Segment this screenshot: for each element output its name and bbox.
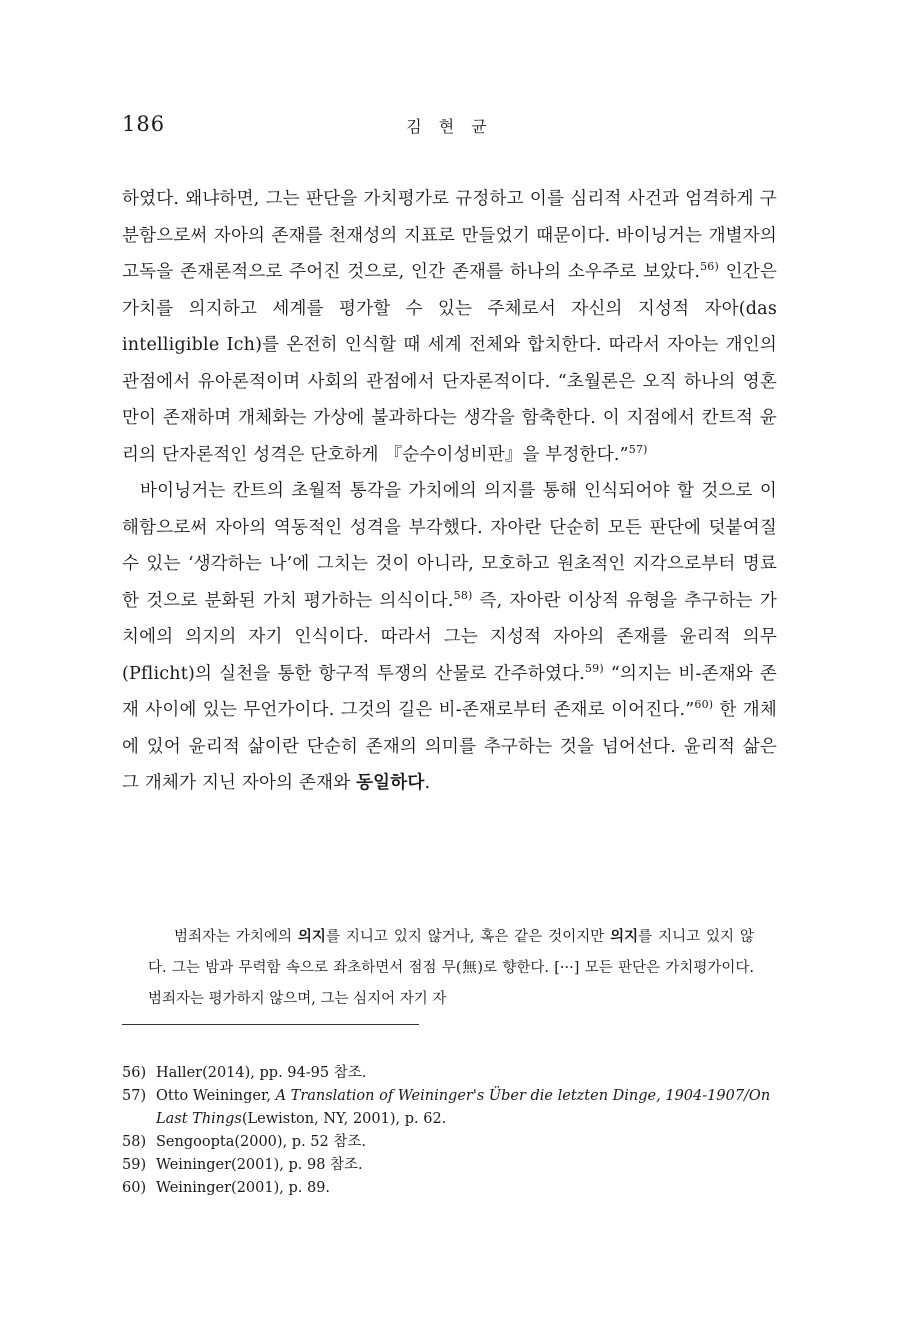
quote-text-b: 를 지니고 있지 않거나, 혹은 같은 것이지만 (325, 929, 611, 945)
footnote-ref-56: 56) (700, 260, 719, 274)
footnote-text-post: (Lewiston, NY, 2001), p. 62. (241, 1111, 447, 1127)
paragraph-1-text-a: 하였다. 왜냐하면, 그는 판단을 가치평가로 규정하고 이를 심리적 사건과 엄격하게 구분함으로써 자아의 존재를 천재성의 지표로 만들었기 때문이다. 바이닝거는 개별자의 고독을 존재론적으로 주어진 것으로, 인간 존재를 하나의 소우주로 보았다. (122, 189, 777, 282)
footnotes (122, 1062, 777, 1200)
footnote-56 (122, 1062, 777, 1085)
page-header (122, 112, 777, 142)
paragraph-2 (122, 473, 777, 802)
bold-emphasis: 동일하다 (356, 773, 425, 793)
footnote-number: 60) (122, 1180, 147, 1196)
quote-bold-1: 의지 (297, 929, 326, 945)
footnote-ref-57: 57) (628, 442, 648, 456)
footnote-57 (122, 1085, 777, 1131)
quote-text-c: 를 지니고 있지 않다. 그는 밤과 무력함 속으로 좌초하면서 점점 무(無)로 향한다. [···] 모든 판단은 가치평가이다. 범죄자는 평가하지 않으며, 그는 심지어 자기 자 (148, 929, 754, 1007)
paragraph-2-text-a: 바이닝거는 칸트의 초월적 통각을 가치에의 의지를 통해 인식되어야 할 것으로 이해함으로써 자아의 역동적인 성격을 부각했다. 자아란 단순히 모든 판단에 덧붙여질 수 있는 ‘생각하는 나’에 그치는 것이 아니라, 모호하고 원초적인 지각으로부터 명료한 것으로 분화된 가치 평가하는 의식이다. (122, 481, 777, 611)
paragraph-2-text-b: 즉, 자아란 이상적 유형을 추구하는 가치에의 의지의 자기 인식이다. 따라서 그는 지성적 자아의 존재를 윤리적 의무(Pflicht)의 실천을 통한 항구적 투쟁의 산물로 간주하였다. (122, 590, 777, 684)
quote-text-a: 범죄자는 가치에의 (174, 929, 298, 945)
footnote-number: 56) (122, 1065, 147, 1081)
footnote-text: Weininger(2001), p. 98 참조. (156, 1157, 363, 1173)
footnote-59 (122, 1154, 777, 1177)
footnote-number: 59) (122, 1157, 147, 1173)
footnote-number: 57) (122, 1088, 147, 1104)
footnote-ref-59: 59) (584, 661, 604, 675)
paragraph-2-text-d: 한 개체에 있어 윤리적 삶이란 단순히 존재의 의미를 추구하는 것을 넘어선다. 윤리적 삶은 그 개체가 지닌 자아의 존재와 (122, 700, 778, 793)
footnote-58 (122, 1131, 777, 1154)
footnote-text: Haller(2014), pp. 94-95 참조. (156, 1065, 367, 1081)
block-quote-text (148, 922, 754, 1015)
footnote-number: 58) (122, 1134, 147, 1150)
footnote-60 (122, 1177, 777, 1200)
running-head: 김 현 균 (406, 117, 493, 136)
paragraph-2-text-c: “의지는 비-존재와 존재 사이에 있는 무언가이다. 그것의 길은 비-존재로부터 존재로 이어진다.” (122, 663, 777, 720)
footnote-ref-60: 60) (694, 698, 714, 712)
footnote-text: Otto Weininger, (156, 1088, 276, 1104)
footnote-divider (122, 1024, 419, 1025)
page-number: 186 (122, 112, 166, 136)
quote-bold-2: 의지 (610, 929, 639, 945)
paragraph-2-end: . (424, 773, 431, 793)
footnote-text: Sengoopta(2000), p. 52 참조. (156, 1134, 366, 1150)
footnote-text: Weininger(2001), p. 89. (156, 1180, 331, 1196)
paragraph-1 (122, 181, 777, 473)
paragraph-1-text-b: 인간은 가치를 의지하고 세계를 평가할 수 있는 주체로서 자신의 지성적 자아(das intelligible Ich)를 온전히 인식할 때 세계 전체와 합치한다. 따라서 자아는 개인의 관점에서 유아론적이며 사회의 관점에서 단자론적이다. “초월론은 오직 하나의 영혼만이 존재하며 개체화는 가상에 불과하다는 생각을 함축한다. 이 지점에서 칸트적 윤리의 단자론적인 성격은 단호하게 『순수이성비판』을 부정한다.” (122, 262, 777, 465)
footnote-ref-58: 58) (453, 588, 473, 602)
block-quote (148, 922, 754, 1015)
main-body (122, 181, 777, 802)
footnote-italic-title: A Translation of Weininger's Über die letzten Dinge, 1904-1907/On Last Things (156, 1088, 771, 1127)
